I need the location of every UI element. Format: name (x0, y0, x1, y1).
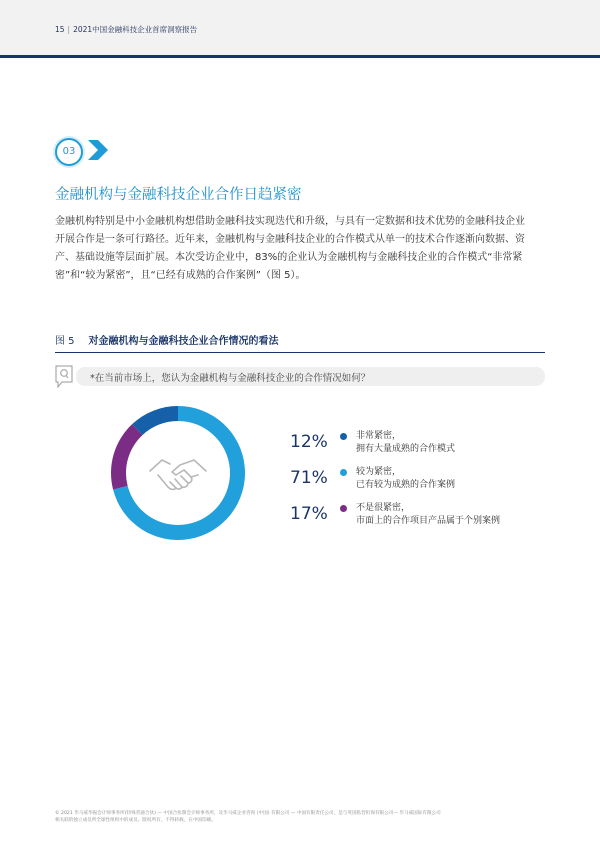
figure-rule (55, 352, 545, 353)
page-number: 15 (55, 25, 65, 34)
figure-label: 图 5 (55, 336, 75, 347)
section-title: 金融机构与金融科技企业合作日趋紧密 (55, 187, 302, 203)
figure-caption (55, 332, 279, 347)
report-title: 2021中国金融科技企业首席洞察报告 (73, 25, 198, 34)
donut-slice-3 (111, 424, 142, 490)
section-number-badge: 03 (55, 138, 83, 166)
running-header: 15 | 2021中国金融科技企业首席洞察报告 (55, 25, 198, 34)
legend-dot-1 (340, 433, 347, 440)
legend-text-3: 不是很紧密， 市面上的合作项目产品属于个别案例 (356, 503, 501, 526)
donut-slice-1 (132, 406, 178, 435)
footer-line-1: © 2021 毕马威华振会计师事务所(特殊普通合伙) — 中国合伙制会计师事务所，及毕马威企业咨询 (中国) 有限公司 — 中国有限责任公司，是与英国私营担保有限公司— 毕马威国际有限公司 (55, 811, 441, 816)
figure-title: 对金融机构与金融科技企业合作情况的看法 (88, 336, 279, 347)
section-paragraph: 金融机构特别是中小金融机构想借助金融科技实现迭代和升级，与具有一定数据和技术优势的金融科技企业开展合作是一条可行路径。近年来，金融机构与金融科技企业的合作模式从单一的技术合作逐渐向数据、资产、基础设施等层面扩展。本次受访企业中，83%的企业认为金融机构与金融科技企业的合作模式“非常紧密”和“较为紧密”，且“已经有成熟的合作案例”（图 5）。 (55, 216, 525, 281)
legend-dot-2 (340, 469, 347, 476)
survey-question: *在当前市场上，您认为金融机构与金融科技企业的合作情况如何？ (90, 373, 371, 384)
legend-value-1: 12% (290, 432, 328, 452)
legend-value-3: 17% (290, 504, 328, 524)
question-icon (55, 365, 73, 389)
legend-dot-3 (340, 505, 347, 512)
legend-value-2: 71% (290, 468, 328, 488)
legend-text-1: 非常紧密， 拥有大量成熟的合作模式 (356, 431, 456, 454)
footer-line-2: 相关联的独立成员所全球性组织中的成员。版权所有，不得转载。在中国印刷。 (55, 818, 216, 823)
footer-legal (55, 810, 545, 824)
legend-text-2: 较为紧密， 已有较为成熟的合作案例 (356, 467, 456, 490)
donut-chart (110, 405, 246, 541)
header-rule (0, 55, 600, 58)
handshake-icon (150, 460, 206, 489)
chevron-right-icon (86, 140, 108, 160)
header-bar (0, 0, 600, 55)
